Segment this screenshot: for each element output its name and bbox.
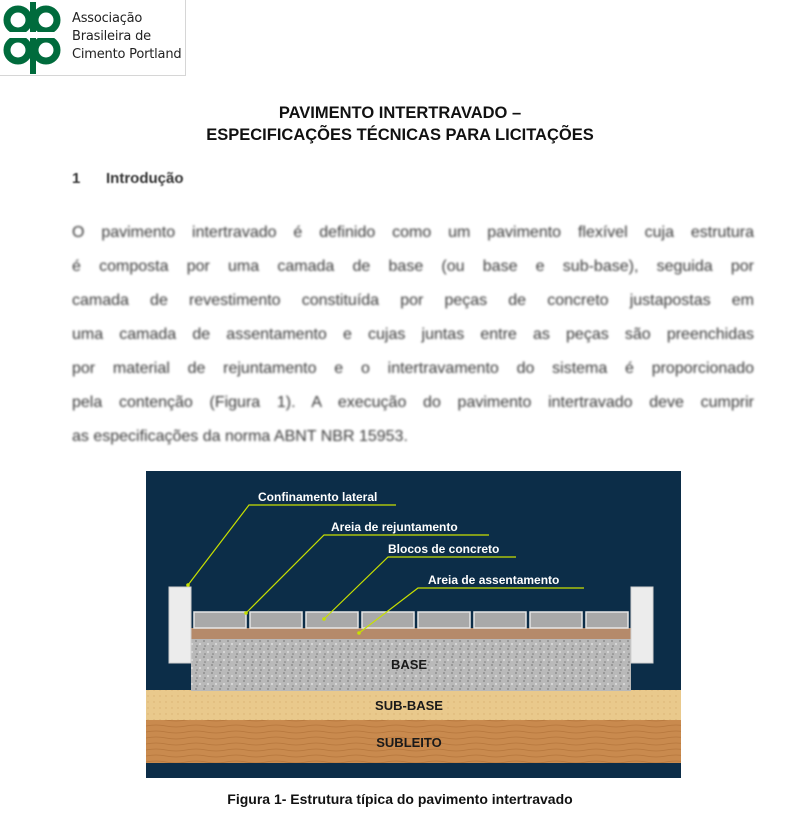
label-subbase: SUB-BASE — [375, 698, 443, 713]
paragraph-line: camada de revestimento constituída por peças de concreto justapostas em — [72, 292, 754, 309]
abcp-logo — [0, 0, 186, 76]
pavement-diagram — [146, 471, 681, 778]
paragraph-line: pela contenção (Figura 1). A execução do pavimento intertravado deve cumprir — [72, 394, 754, 411]
paragraph-line: por material de rejuntamento e o intertravamento do sistema é proporcionado — [72, 360, 754, 377]
abcp-logo-mark-icon — [2, 2, 64, 74]
concrete-blocks — [194, 612, 628, 628]
right-curb — [631, 587, 653, 663]
paragraph-line: O pavimento intertravado é definido como um pavimento flexível cuja estrutura — [72, 224, 754, 241]
label-lateral-confinement: Confinamento lateral — [258, 490, 378, 504]
paragraph-line: é composta por uma camada de base (ou base e sub-base), seguida por — [72, 258, 754, 275]
pavement-structure-figure — [146, 471, 681, 778]
label-concrete-blocks: Blocos de concreto — [388, 542, 500, 556]
logo-line-1: Associação — [72, 11, 143, 26]
section-title: Introdução — [106, 170, 184, 187]
section-heading — [72, 170, 184, 187]
document-title-line-2: ESPECIFICAÇÕES TÉCNICAS PARA LICITAÇÕES — [206, 126, 594, 144]
figure-caption: Figura 1- Estrutura típica do pavimento intertravado — [227, 791, 573, 807]
label-base: BASE — [390, 657, 428, 672]
label-joint-sand: Areia de rejuntamento — [331, 520, 458, 534]
label-subgrade: SUBLEITO — [376, 735, 442, 750]
label-bedding-sand: Areia de assentamento — [428, 573, 560, 587]
paragraph-line: uma camada de assentamento e cujas juntas entre as peças são preenchidas — [72, 326, 754, 343]
logo-text — [72, 10, 181, 64]
logo-line-2: Brasileira de — [72, 29, 151, 44]
logo-line-3: Cimento Portland — [72, 47, 182, 62]
paragraph-line: as especificações da norma ABNT NBR 15953. — [72, 428, 408, 445]
bedding-sand-layer — [191, 628, 631, 639]
section-number: 1 — [72, 170, 81, 187]
left-curb — [169, 587, 191, 663]
intro-paragraph — [72, 216, 754, 454]
document-title-line-1: PAVIMENTO INTERTRAVADO – — [278, 104, 522, 122]
